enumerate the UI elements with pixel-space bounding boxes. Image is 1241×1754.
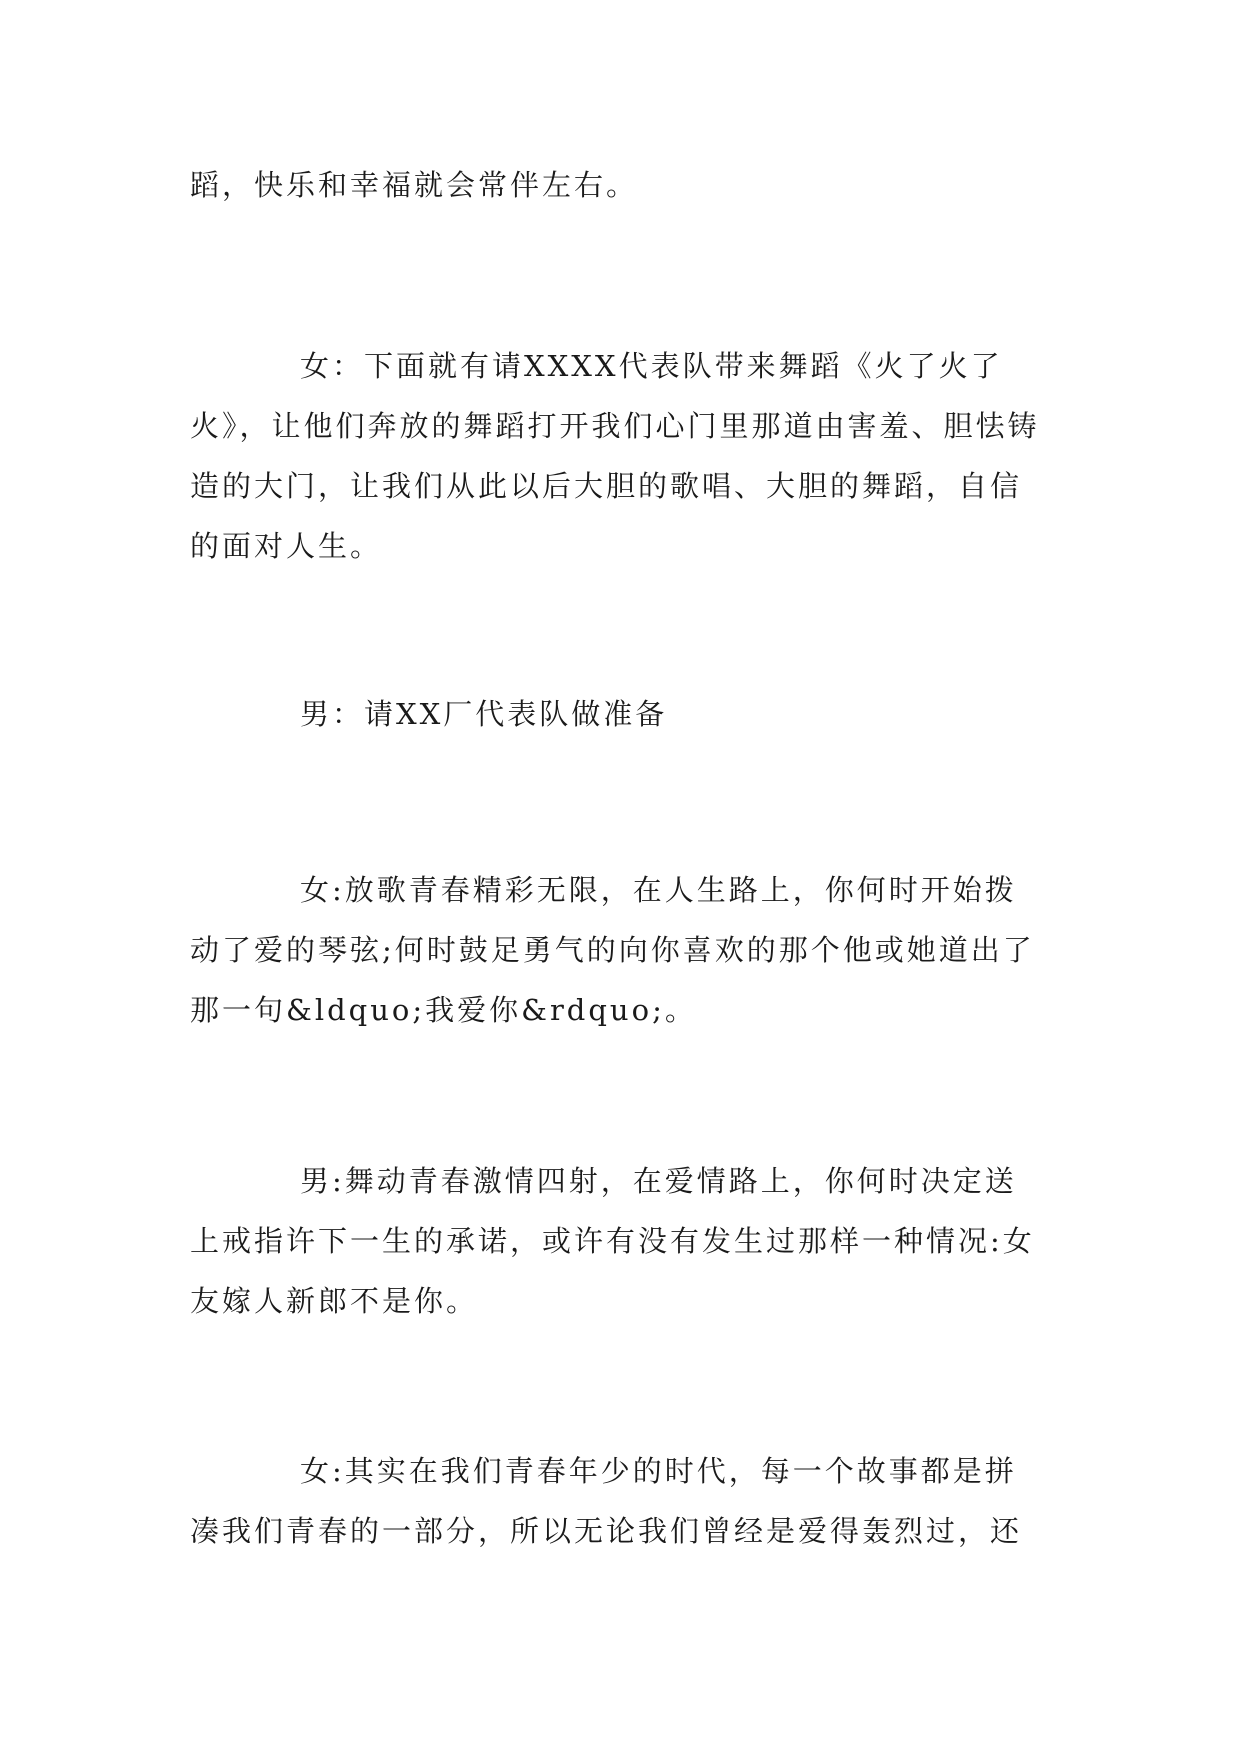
paragraph-female-host-youth: 女:放歌青春精彩无限，在人生路上，你何时开始拨动了爱的琴弦;何时鼓足勇气的向你喜欢的那个他或她道出了那一句&ldquo;我爱你&rdquo;。 — [190, 873, 1035, 1027]
paragraph-female-host-dance-intro: 女：下面就有请XXXX代表队带来舞蹈《火了火了火》，让他们奔放的舞蹈打开我们心门里那道由害羞、胆怯铸造的大门，让我们从此以后大胆的歌唱、大胆的舞蹈，自信的面对人生。 — [190, 349, 1040, 563]
paragraph-male-host-prepare: 男：请XX厂代表队做准备 — [300, 697, 668, 731]
paragraph-continuation: 蹈，快乐和幸福就会常伴左右。 — [190, 168, 639, 202]
paragraph-male-host-love: 男:舞动青春激情四射，在爱情路上，你何时决定送上戒指许下一生的承诺，或许有没有发生过那样一种情况:女友嫁人新郎不是你。 — [190, 1164, 1035, 1318]
paragraph-female-host-story: 女:其实在我们青春年少的时代，每一个故事都是拼凑我们青春的一部分，所以无论我们曾经是爱得轰烈过，还 — [190, 1454, 1023, 1548]
